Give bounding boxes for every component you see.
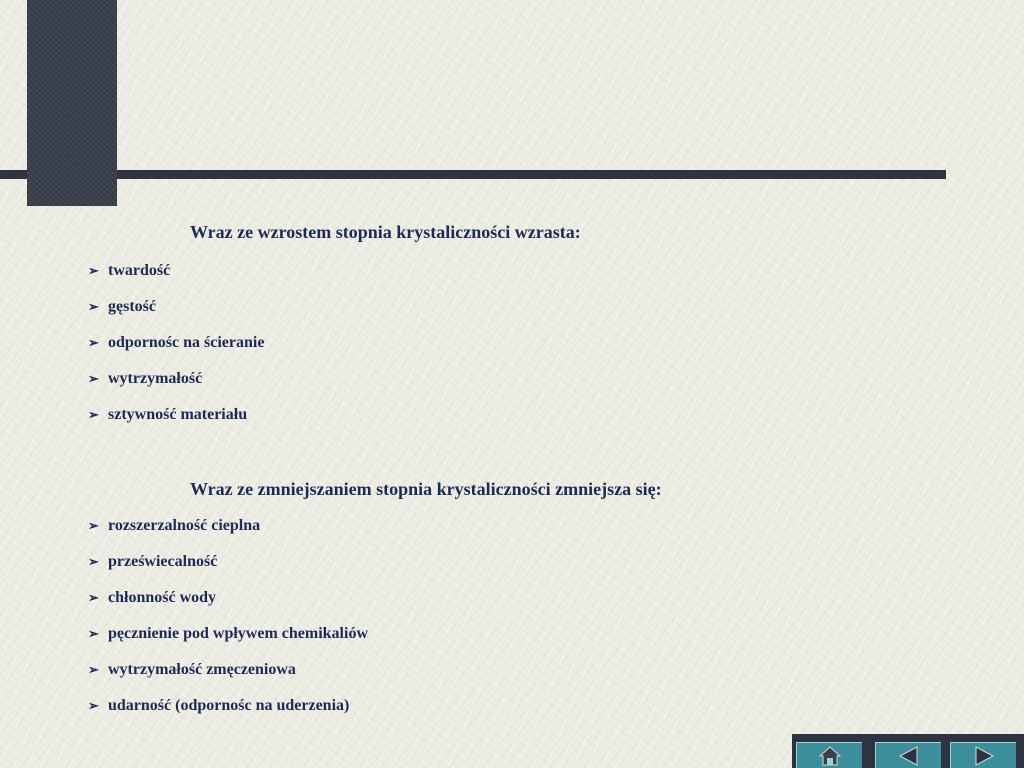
arrow-bullet-icon: ➢ (88, 626, 99, 641)
list-item: ➢ gęstość (88, 298, 156, 315)
arrow-bullet-icon: ➢ (88, 407, 99, 422)
previous-slide-button[interactable] (875, 742, 941, 768)
header-rule (0, 170, 946, 179)
list-item: ➢ wytrzymałość zmęczeniowa (88, 661, 296, 678)
arrow-bullet-icon: ➢ (88, 698, 99, 713)
arrow-bullet-icon: ➢ (88, 371, 99, 386)
triangle-left-icon (898, 746, 920, 766)
arrow-bullet-icon: ➢ (88, 299, 99, 314)
triangle-right-icon (973, 746, 995, 766)
slide-navigation-bar (792, 734, 1024, 768)
arrow-bullet-icon: ➢ (88, 263, 99, 278)
arrow-bullet-icon: ➢ (88, 518, 99, 533)
next-slide-button[interactable] (950, 742, 1016, 768)
home-button[interactable] (796, 742, 862, 768)
decorative-side-block (27, 0, 117, 206)
list-item: ➢ wytrzymałość (88, 370, 203, 387)
section1-heading: Wraz ze wzrostem stopnia krystaliczności wzrasta: (190, 222, 581, 242)
arrow-bullet-icon: ➢ (88, 335, 99, 350)
section2-heading: Wraz ze zmniejszaniem stopnia krystaliczności zmniejsza się: (190, 479, 662, 499)
list-item: ➢ twardość (88, 262, 171, 279)
list-item: ➢ odpornośc na ścieranie (88, 334, 265, 351)
list-item: ➢ sztywność materiału (88, 406, 248, 423)
list-item: ➢ przeświecalność (88, 553, 218, 570)
arrow-bullet-icon: ➢ (88, 662, 99, 677)
list-item: ➢ pęcznienie pod wpływem chemikaliów (88, 625, 368, 642)
section1-list (88, 262, 264, 442)
list-item: ➢ rozszerzalność cieplna (88, 517, 261, 534)
section2-list (88, 517, 368, 733)
home-icon (819, 746, 841, 766)
list-item: ➢ udarność (odpornośc na uderzenia) (88, 697, 350, 714)
arrow-bullet-icon: ➢ (88, 590, 99, 605)
arrow-bullet-icon: ➢ (88, 554, 99, 569)
list-item: ➢ chłonność wody (88, 589, 217, 606)
